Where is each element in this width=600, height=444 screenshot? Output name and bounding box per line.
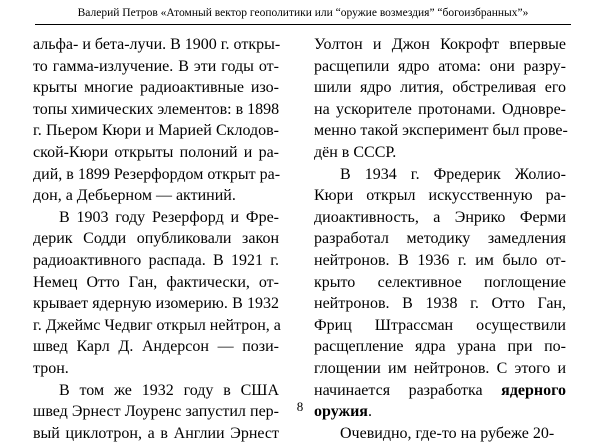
text-line: радиоактивного распада. В 1921 г. [33,251,279,269]
text-line: швед Эрнест Лоуренс запустил пер- [33,403,279,421]
text-line: Кюри открыл искусственную ра- [314,187,566,205]
text-line: швед Карл Д. Андерсон — пози- [33,338,279,356]
text-line: альфа- и бета-лучи. В 1900 г. откры- [33,36,281,53]
text-line: В том же 1932 году в США [59,381,279,399]
text-line: дий, в 1899 Резерфордом открыт ра- [33,165,281,183]
bold-phrase: оружия [314,403,368,421]
text-line: менно такой эксперимент был прове- [314,122,568,140]
text-line: Фриц Штрассман осуществили [314,316,566,334]
text-line: дон, а Дебьерном — актиний. [33,187,236,205]
text-line: глощении им нейтронов. С этого и [314,359,566,377]
text-column-left [33,34,279,444]
text-line: ской-Кюри открыты полоний и ра- [33,143,279,161]
text-line: расщепление ядра урана при по- [314,338,566,356]
text-line: дерик Содди опубликовали закон [33,230,279,248]
header-rule [35,24,571,25]
text-line: В 1903 году Резерфорд и Фре- [59,208,279,226]
text-line: Очевидно, где-то на рубеже 20- [340,424,555,442]
text-line: вый циклотрон, а в Англии Эрнест [33,424,279,442]
text-line: нейтронов. В 1938 г. Отто Ган, [314,295,566,313]
text-line: г. Пьером Кюри и Марией Склодов- [33,122,279,140]
text-line: Уолтон и Джон Кокрофт впервые [314,36,566,53]
text-line: диоактивность, а Энрико Ферми [314,208,566,226]
text-line: крыто селективное поглощение [314,273,566,291]
text-line: крыты многие радиоактивные изо- [33,79,279,97]
text-run: . [367,403,372,421]
running-header: Валерий Петров «Атомный вектор геополитики или “оружие возмездия” “богоизбранных”» [77,7,529,19]
text-line: то гамма-излучение. В эти годы от- [33,57,279,75]
text-line: топы химических элементов: в 1898 [33,100,280,118]
text-run: начинается разработка [314,381,502,399]
text-line: дён в СССР. [314,143,397,161]
text-line: г. Джеймс Чедвиг открыл нейтрон, а [33,316,281,334]
text-line: шили ядро лития, обстреливая его [314,79,566,97]
text-line: В 1934 г. Фредерик Жолио- [340,165,566,183]
text-line: трон. [33,359,69,377]
text-line: нейтронов. В 1936 г. им было от- [314,251,566,269]
text-line: расщепили ядро атома: они разру- [314,57,566,75]
text-line: на ускорителе протонами. Одновре- [314,100,566,118]
bold-phrase: ядерного [501,381,566,399]
text-line: Немец Отто Ган, фактически, от- [33,273,279,291]
text-column-right [314,34,566,444]
page-number: 8 [296,399,304,414]
text-line [314,380,566,402]
text-line: крывает ядерную изомерию. В 1932 [33,295,279,313]
text-line: разработал методику замедления [314,230,566,248]
